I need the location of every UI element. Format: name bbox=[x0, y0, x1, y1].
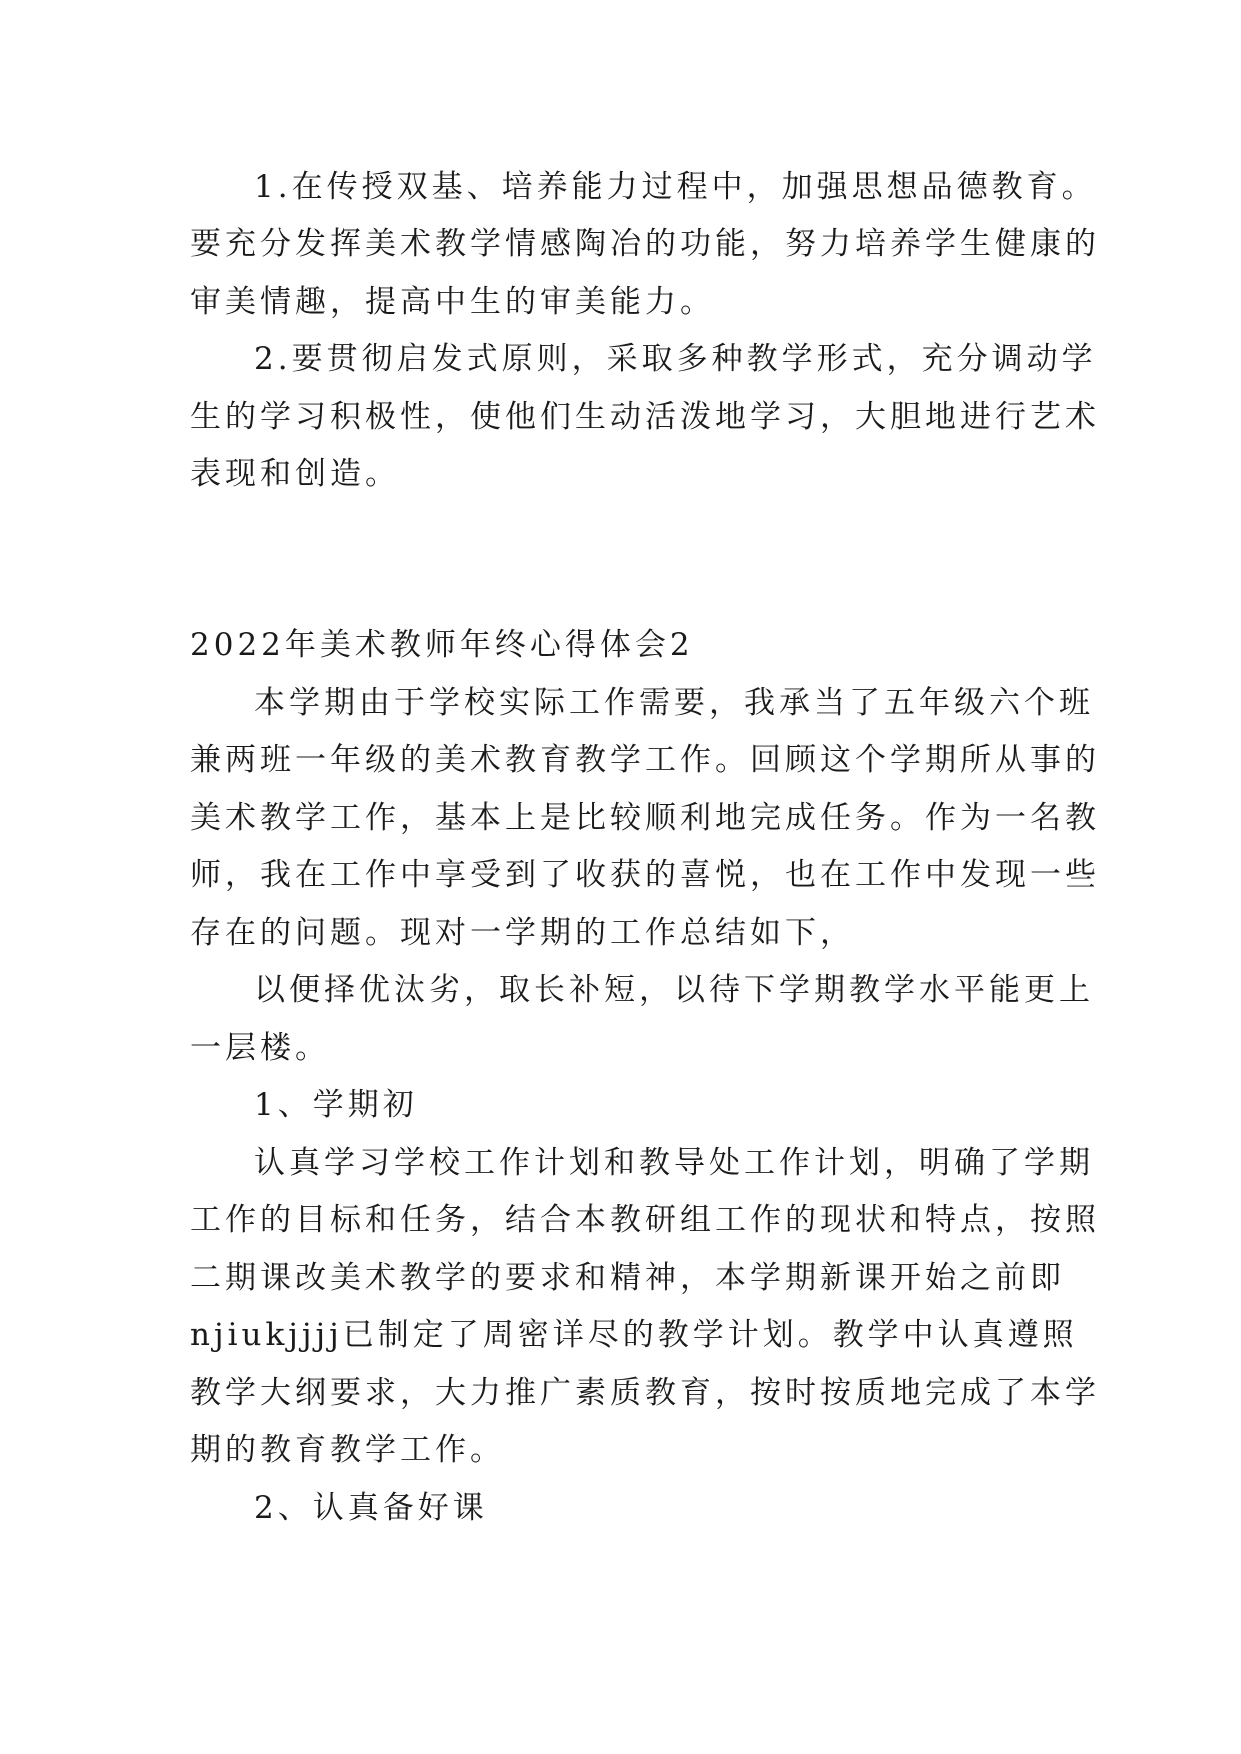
section-heading: 1、学期初 bbox=[254, 1087, 418, 1123]
paragraph-line: 2.要贯彻启发式原则，采取多种教学形式，充分调动学 bbox=[254, 341, 1097, 377]
paragraph-line: 认真学习学校工作计划和教导处工作计划，明确了学期 bbox=[254, 1145, 1094, 1181]
paragraph-line: 工作的目标和任务，结合本教研组工作的现状和特点，按照 bbox=[190, 1202, 1100, 1238]
paragraph-line: 师，我在工作中享受到了收获的喜悦，也在工作中发现一些 bbox=[190, 857, 1100, 893]
paragraph-line: 兼两班一年级的美术教育教学工作。回顾这个学期所从事的 bbox=[190, 742, 1100, 778]
paragraph-line: njiukjjjj已制定了周密详尽的教学计划。教学中认真遵照 bbox=[190, 1317, 1078, 1353]
section-heading: 2、认真备好课 bbox=[254, 1490, 488, 1526]
paragraph-line: 表现和创造。 bbox=[190, 456, 400, 492]
paragraph-line: 美术教学工作，基本上是比较顺利地完成任务。作为一名教 bbox=[190, 800, 1100, 836]
paragraph-line: 一层楼。 bbox=[190, 1030, 330, 1066]
paragraph-line: 生的学习积极性，使他们生动活泼地学习，大胆地进行艺术 bbox=[190, 399, 1100, 435]
section-title: 2022年美术教师年终心得体会2 bbox=[190, 627, 694, 663]
paragraph-line: 审美情趣，提高中生的审美能力。 bbox=[190, 284, 715, 320]
paragraph-line: 期的教育教学工作。 bbox=[190, 1432, 505, 1468]
paragraph-line: 要充分发挥美术教学情感陶冶的功能，努力培养学生健康的 bbox=[190, 226, 1100, 262]
paragraph-line: 二期课改美术教学的要求和精神，本学期新课开始之前即 bbox=[190, 1260, 1065, 1296]
paragraph-line: 本学期由于学校实际工作需要，我承当了五年级六个班 bbox=[254, 685, 1094, 721]
paragraph-line: 1.在传授双基、培养能力过程中，加强思想品德教育。 bbox=[254, 169, 1097, 205]
paragraph-line: 存在的问题。现对一学期的工作总结如下， bbox=[190, 915, 855, 951]
paragraph-line: 教学大纲要求，大力推广素质教育，按时按质地完成了本学 bbox=[190, 1375, 1100, 1411]
paragraph-line: 以便择优汰劣，取长补短，以待下学期教学水平能更上 bbox=[254, 972, 1094, 1008]
